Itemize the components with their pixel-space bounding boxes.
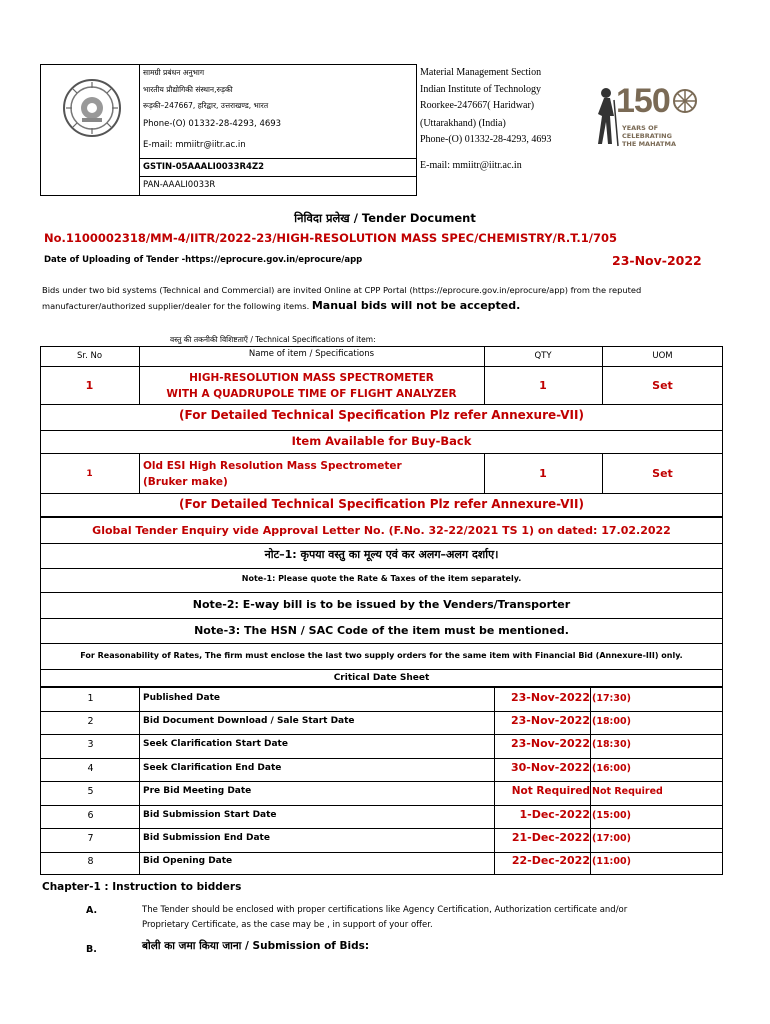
gstin: GSTIN-05AAALI0033R4Z2 (143, 162, 265, 172)
upload-date: 23-Nov-2022 (612, 253, 702, 268)
date-row-no: 3 (87, 739, 94, 750)
bids-text: Bids under two bid systems (Technical and Commercial) are invited Online at CPP Portal (https://eprocure.gov.in/eprocure/app) from the reputed manufacturer/authorized supplier/dealer for the following items. (42, 285, 642, 311)
date-row-no: 8 (87, 856, 94, 867)
table-hline (40, 758, 723, 759)
note-3: Note-3: The HSN / SAC Code of the item must be mentioned. (194, 624, 569, 637)
table-hline (40, 618, 723, 619)
pan: PAN-AAALI0033R (143, 180, 216, 190)
date-row-date: 22-Dec-2022 (511, 854, 590, 867)
item2-no: 1 (86, 469, 93, 479)
header-left-phone: Phone-(O) 01332-28-4293, 4693 (143, 119, 282, 129)
date-row-label: Published Date (143, 693, 221, 703)
date-row-time: (17:30) (592, 693, 631, 704)
table-hline (40, 543, 723, 544)
date-row-no: 1 (87, 693, 94, 704)
gandhi-150-logo (590, 82, 708, 152)
item1-qty: 1 (539, 379, 547, 392)
header-hindi-line2: भारतीय प्रौद्योगिकी संस्थान,रुड़की (143, 85, 233, 94)
table-hline (40, 669, 723, 670)
date-row-label: Bid Submission Start Date (143, 810, 277, 820)
date-row-label: Bid Document Download / Sale Start Date (143, 716, 355, 726)
global-tender-note: Global Tender Enquiry vide Approval Letter No. (F.No. 32-22/2021 TS 1) on dated: 17.02.2022 (92, 524, 671, 537)
spec-heading: वस्तु की तकनीकी विशिष्टताएँ / Technical Specifications of item: (170, 335, 376, 344)
date-row-date: 23-Nov-2022 (511, 714, 590, 727)
header-hindi-line1: सामग्री प्रबंधन अनुभाग (143, 68, 205, 77)
tender-number: No.1100002318/MM-4/IITR/2022-23/HIGH-RESOLUTION MASS SPEC/CHEMISTRY/R.T.1/705 (44, 231, 617, 245)
table-hline (40, 828, 723, 829)
date-row-time: (15:00) (592, 810, 631, 821)
date-row-date: 1-Dec-2022 (519, 808, 590, 821)
upload-label: Date of Uploading of Tender -https://eprocure.gov.in/eprocure/app (44, 255, 363, 265)
date-row-date: 23-Nov-2022 (511, 691, 590, 704)
date-row-label: Bid Opening Date (143, 856, 233, 866)
item1-uom: Set (652, 379, 673, 392)
date-row-time: (11:00) (592, 856, 631, 867)
date-row-no: 4 (87, 763, 94, 774)
para-a-line1: The Tender should be enclosed with proper certifications like Agency Certification, Authorization certificate and/or (142, 905, 628, 915)
date-row-no: 7 (87, 833, 94, 844)
table-hline (40, 711, 723, 712)
header-right-line2: Indian Institute of Technology (420, 84, 542, 95)
item2-name-line2: (Bruker make) (143, 476, 228, 488)
item1-name-line1: HIGH-RESOLUTION MASS SPECTROMETER (189, 372, 434, 384)
date-row-no: 6 (87, 810, 94, 821)
header-hline (139, 176, 417, 177)
date-row-label: Seek Clarification End Date (143, 763, 282, 773)
header-hindi-line3: रूड़की–247667, हरिद्वार, उत्तराखण्ड, भारत (143, 101, 269, 110)
charkha-icon (672, 88, 698, 114)
table-hline (40, 592, 723, 593)
table-hline (40, 805, 723, 806)
table-hline (40, 404, 723, 405)
annexure-note-2: (For Detailed Technical Specification Plz refer Annexure-VII) (179, 497, 584, 511)
header-right-line3: Roorkee-247667( Haridwar) (420, 100, 535, 111)
table-hline (40, 568, 723, 569)
date-row-label: Bid Submission End Date (143, 833, 270, 843)
table-hline (40, 852, 723, 853)
table-hline (40, 366, 723, 367)
date-row-time: (17:00) (592, 833, 631, 844)
critical-date-heading: Critical Date Sheet (333, 673, 430, 683)
item1-name-line2: WITH A QUADRUPOLE TIME OF FLIGHT ANALYZER (166, 388, 457, 400)
date-row-date: 21-Dec-2022 (511, 831, 590, 844)
table-hline (40, 643, 723, 644)
date-row-date: Not Required (511, 785, 590, 797)
table-hline (40, 493, 723, 494)
header-right-phone: Phone-(O) 01332-28-4293, 4693 (420, 134, 552, 145)
table-hline (40, 781, 723, 782)
buyback-heading: Item Available for Buy-Back (291, 434, 472, 448)
item2-uom: Set (652, 467, 673, 480)
date-row-label: Seek Clarification Start Date (143, 739, 288, 749)
logo-150-text: 150 (616, 82, 670, 120)
para-a-line2: Proprietary Certificate, as the case may be , in support of your offer. (142, 920, 433, 930)
para-a-label: A. (86, 905, 98, 916)
para-b-text: बोली का जमा किया जाना / Submission of Bids: (142, 940, 370, 952)
annexure-note-1: (For Detailed Technical Specification Plz refer Annexure-VII) (179, 408, 584, 422)
document-title: निविदा प्रलेख / Tender Document (294, 211, 476, 225)
para-b-label: B. (86, 944, 97, 955)
logo-caption: YEARS OF CELEBRATING THE MAHATMA (622, 124, 676, 148)
col-header-srno: Sr. No (76, 351, 103, 361)
header-right-email: E-mail: mmiitr@iitr.ac.in (420, 160, 522, 171)
table-hline (40, 734, 723, 735)
date-row-time: Not Required (592, 786, 663, 797)
note-1: Note-1: Please quote the Rate & Taxes of the item separately. (241, 574, 522, 583)
col-header-qty: QTY (534, 351, 552, 361)
reasonability-note: For Reasonability of Rates, The firm must enclose the last two supply orders for the same item with Financial Bid (Annexure-III) only. (80, 651, 683, 660)
header-right-line4: (Uttarakhand) (India) (420, 118, 506, 129)
note-2: Note-2: E-way bill is to be issued by the Venders/Transporter (192, 598, 571, 611)
note-hindi: नोट–1: कृपया वस्तु का मूल्य एवं कर अलग–अलग दर्शाए। (264, 548, 499, 561)
bids-manual-warning: Manual bids will not be accepted. (311, 299, 521, 312)
iitr-seal-logo (62, 78, 122, 138)
date-row-date: 23-Nov-2022 (511, 737, 590, 750)
table-hline (40, 430, 723, 431)
header-right-line1: Material Management Section (420, 67, 542, 78)
header-hline (139, 158, 417, 159)
date-row-time: (18:30) (592, 739, 631, 750)
chapter-heading: Chapter-1 : Instruction to bidders (42, 881, 242, 893)
table-vline (139, 453, 140, 493)
table-hline (40, 453, 723, 454)
item2-name-line1: Old ESI High Resolution Mass Spectrometer (143, 460, 402, 472)
date-row-time: (16:00) (592, 763, 631, 774)
item1-name (139, 370, 484, 402)
date-row-date: 30-Nov-2022 (511, 761, 590, 774)
para-a-text (142, 903, 627, 933)
date-row-time: (18:00) (592, 716, 631, 727)
date-row-no: 2 (87, 716, 94, 727)
col-header-name: Name of item / Specifications (248, 349, 375, 359)
header-left-email: E-mail: mmiitr@iitr.ac.in (143, 140, 246, 150)
item1-no: 1 (85, 379, 94, 392)
item2-qty: 1 (539, 467, 547, 480)
date-row-label: Pre Bid Meeting Date (143, 786, 252, 796)
item2-name (143, 458, 402, 490)
col-header-uom: UOM (652, 351, 673, 361)
bids-paragraph (42, 283, 722, 314)
date-row-no: 5 (87, 786, 94, 797)
